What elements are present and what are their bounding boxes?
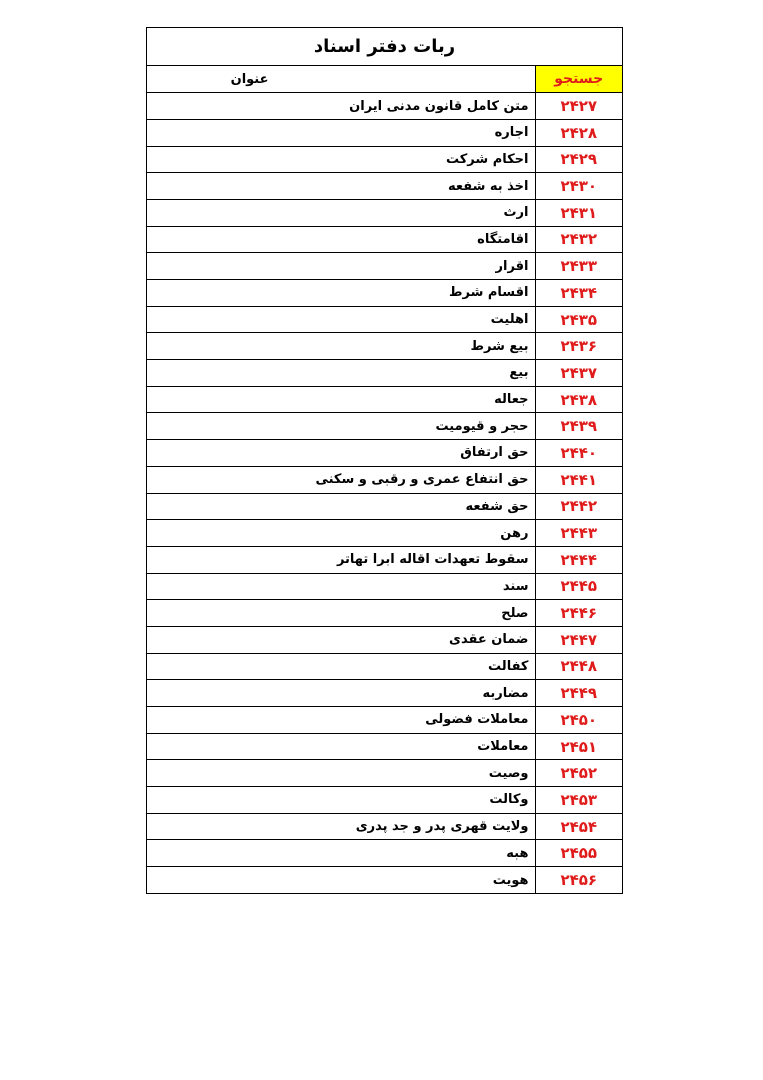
row-code: ۲۴۴۶: [535, 600, 622, 627]
row-code: ۲۴۳۷: [535, 360, 622, 387]
table-row: [147, 333, 622, 360]
table-row: [147, 199, 622, 226]
row-code: ۲۴۳۵: [535, 306, 622, 333]
row-title: ولایت قهری پدر و جد پدری: [147, 813, 535, 840]
row-code: ۲۴۲۹: [535, 146, 622, 173]
row-code: ۲۴۵۰: [535, 707, 622, 734]
row-code: ۲۴۴۷: [535, 626, 622, 653]
row-title: متن کامل قانون مدنی ایران: [147, 93, 535, 120]
table-row: [147, 253, 622, 280]
table-row: [147, 146, 622, 173]
row-title: هبه: [147, 840, 535, 867]
table-row: [147, 440, 622, 467]
row-code: ۲۴۴۲: [535, 493, 622, 520]
row-code: ۲۴۳۲: [535, 226, 622, 253]
row-code: ۲۴۴۱: [535, 466, 622, 493]
row-code: ۲۴۵۶: [535, 867, 622, 894]
row-code: ۲۴۳۹: [535, 413, 622, 440]
row-title: اهلیت: [147, 306, 535, 333]
table-body: [147, 93, 622, 894]
table-row: [147, 386, 622, 413]
row-title: حجر و قیومیت: [147, 413, 535, 440]
table-row: [147, 546, 622, 573]
row-code: ۲۴۵۱: [535, 733, 622, 760]
table-row: [147, 600, 622, 627]
document-table: [146, 27, 623, 894]
row-title: وکالت: [147, 787, 535, 814]
table-row: [147, 520, 622, 547]
row-title: حق ارتفاق: [147, 440, 535, 467]
row-code: ۲۴۴۹: [535, 680, 622, 707]
table-row: [147, 707, 622, 734]
page-title: ربات دفتر اسناد: [147, 28, 622, 66]
row-title: سقوط تعهدات اقاله ابرا تهاتر: [147, 546, 535, 573]
row-title: رهن: [147, 520, 535, 547]
row-title: ارث: [147, 199, 535, 226]
row-code: ۲۴۵۵: [535, 840, 622, 867]
row-code: ۲۴۳۴: [535, 280, 622, 307]
table-row: [147, 173, 622, 200]
table-row: [147, 93, 622, 120]
row-code: ۲۴۲۷: [535, 93, 622, 120]
row-title: صلح: [147, 600, 535, 627]
row-title: معاملات فضولی: [147, 707, 535, 734]
table-row: [147, 280, 622, 307]
row-title: احکام شرکت: [147, 146, 535, 173]
row-code: ۲۴۳۶: [535, 333, 622, 360]
table-row: [147, 867, 622, 894]
table-row: [147, 306, 622, 333]
row-code: ۲۴۴۸: [535, 653, 622, 680]
column-header-search: جستجو: [535, 66, 622, 93]
row-title: حق انتفاع عمری و رقبی و سکنی: [147, 466, 535, 493]
table-row: [147, 787, 622, 814]
row-code: ۲۴۳۳: [535, 253, 622, 280]
table-row: [147, 733, 622, 760]
row-code: ۲۴۵۲: [535, 760, 622, 787]
table-row: [147, 360, 622, 387]
table-row: [147, 119, 622, 146]
row-title: وصیت: [147, 760, 535, 787]
table-row: [147, 653, 622, 680]
row-title: اجاره: [147, 119, 535, 146]
codes-table: [147, 66, 622, 893]
table-row: [147, 226, 622, 253]
row-title: مضاربه: [147, 680, 535, 707]
table-row: [147, 760, 622, 787]
row-title: حق شفعه: [147, 493, 535, 520]
table-row: [147, 840, 622, 867]
row-title: اقامتگاه: [147, 226, 535, 253]
table-row: [147, 413, 622, 440]
row-code: ۲۴۵۴: [535, 813, 622, 840]
row-title: بیع شرط: [147, 333, 535, 360]
row-title: اقسام شرط: [147, 280, 535, 307]
row-code: ۲۴۳۰: [535, 173, 622, 200]
row-code: ۲۴۴۴: [535, 546, 622, 573]
row-code: ۲۴۳۱: [535, 199, 622, 226]
row-title: کفالت: [147, 653, 535, 680]
row-code: ۲۴۲۸: [535, 119, 622, 146]
column-header-title: عنوان: [147, 66, 535, 93]
row-title: سند: [147, 573, 535, 600]
table-row: [147, 813, 622, 840]
row-title: ضمان عقدی: [147, 626, 535, 653]
table-row: [147, 493, 622, 520]
row-code: ۲۴۵۳: [535, 787, 622, 814]
table-header-row: [147, 66, 622, 93]
row-title: اخذ به شفعه: [147, 173, 535, 200]
row-code: ۲۴۴۳: [535, 520, 622, 547]
row-code: ۲۴۴۰: [535, 440, 622, 467]
row-title: هویت: [147, 867, 535, 894]
row-code: ۲۴۳۸: [535, 386, 622, 413]
row-title: بیع: [147, 360, 535, 387]
row-title: اقرار: [147, 253, 535, 280]
row-code: ۲۴۴۵: [535, 573, 622, 600]
table-row: [147, 626, 622, 653]
row-title: جعاله: [147, 386, 535, 413]
table-row: [147, 466, 622, 493]
table-row: [147, 680, 622, 707]
row-title: معاملات: [147, 733, 535, 760]
table-row: [147, 573, 622, 600]
